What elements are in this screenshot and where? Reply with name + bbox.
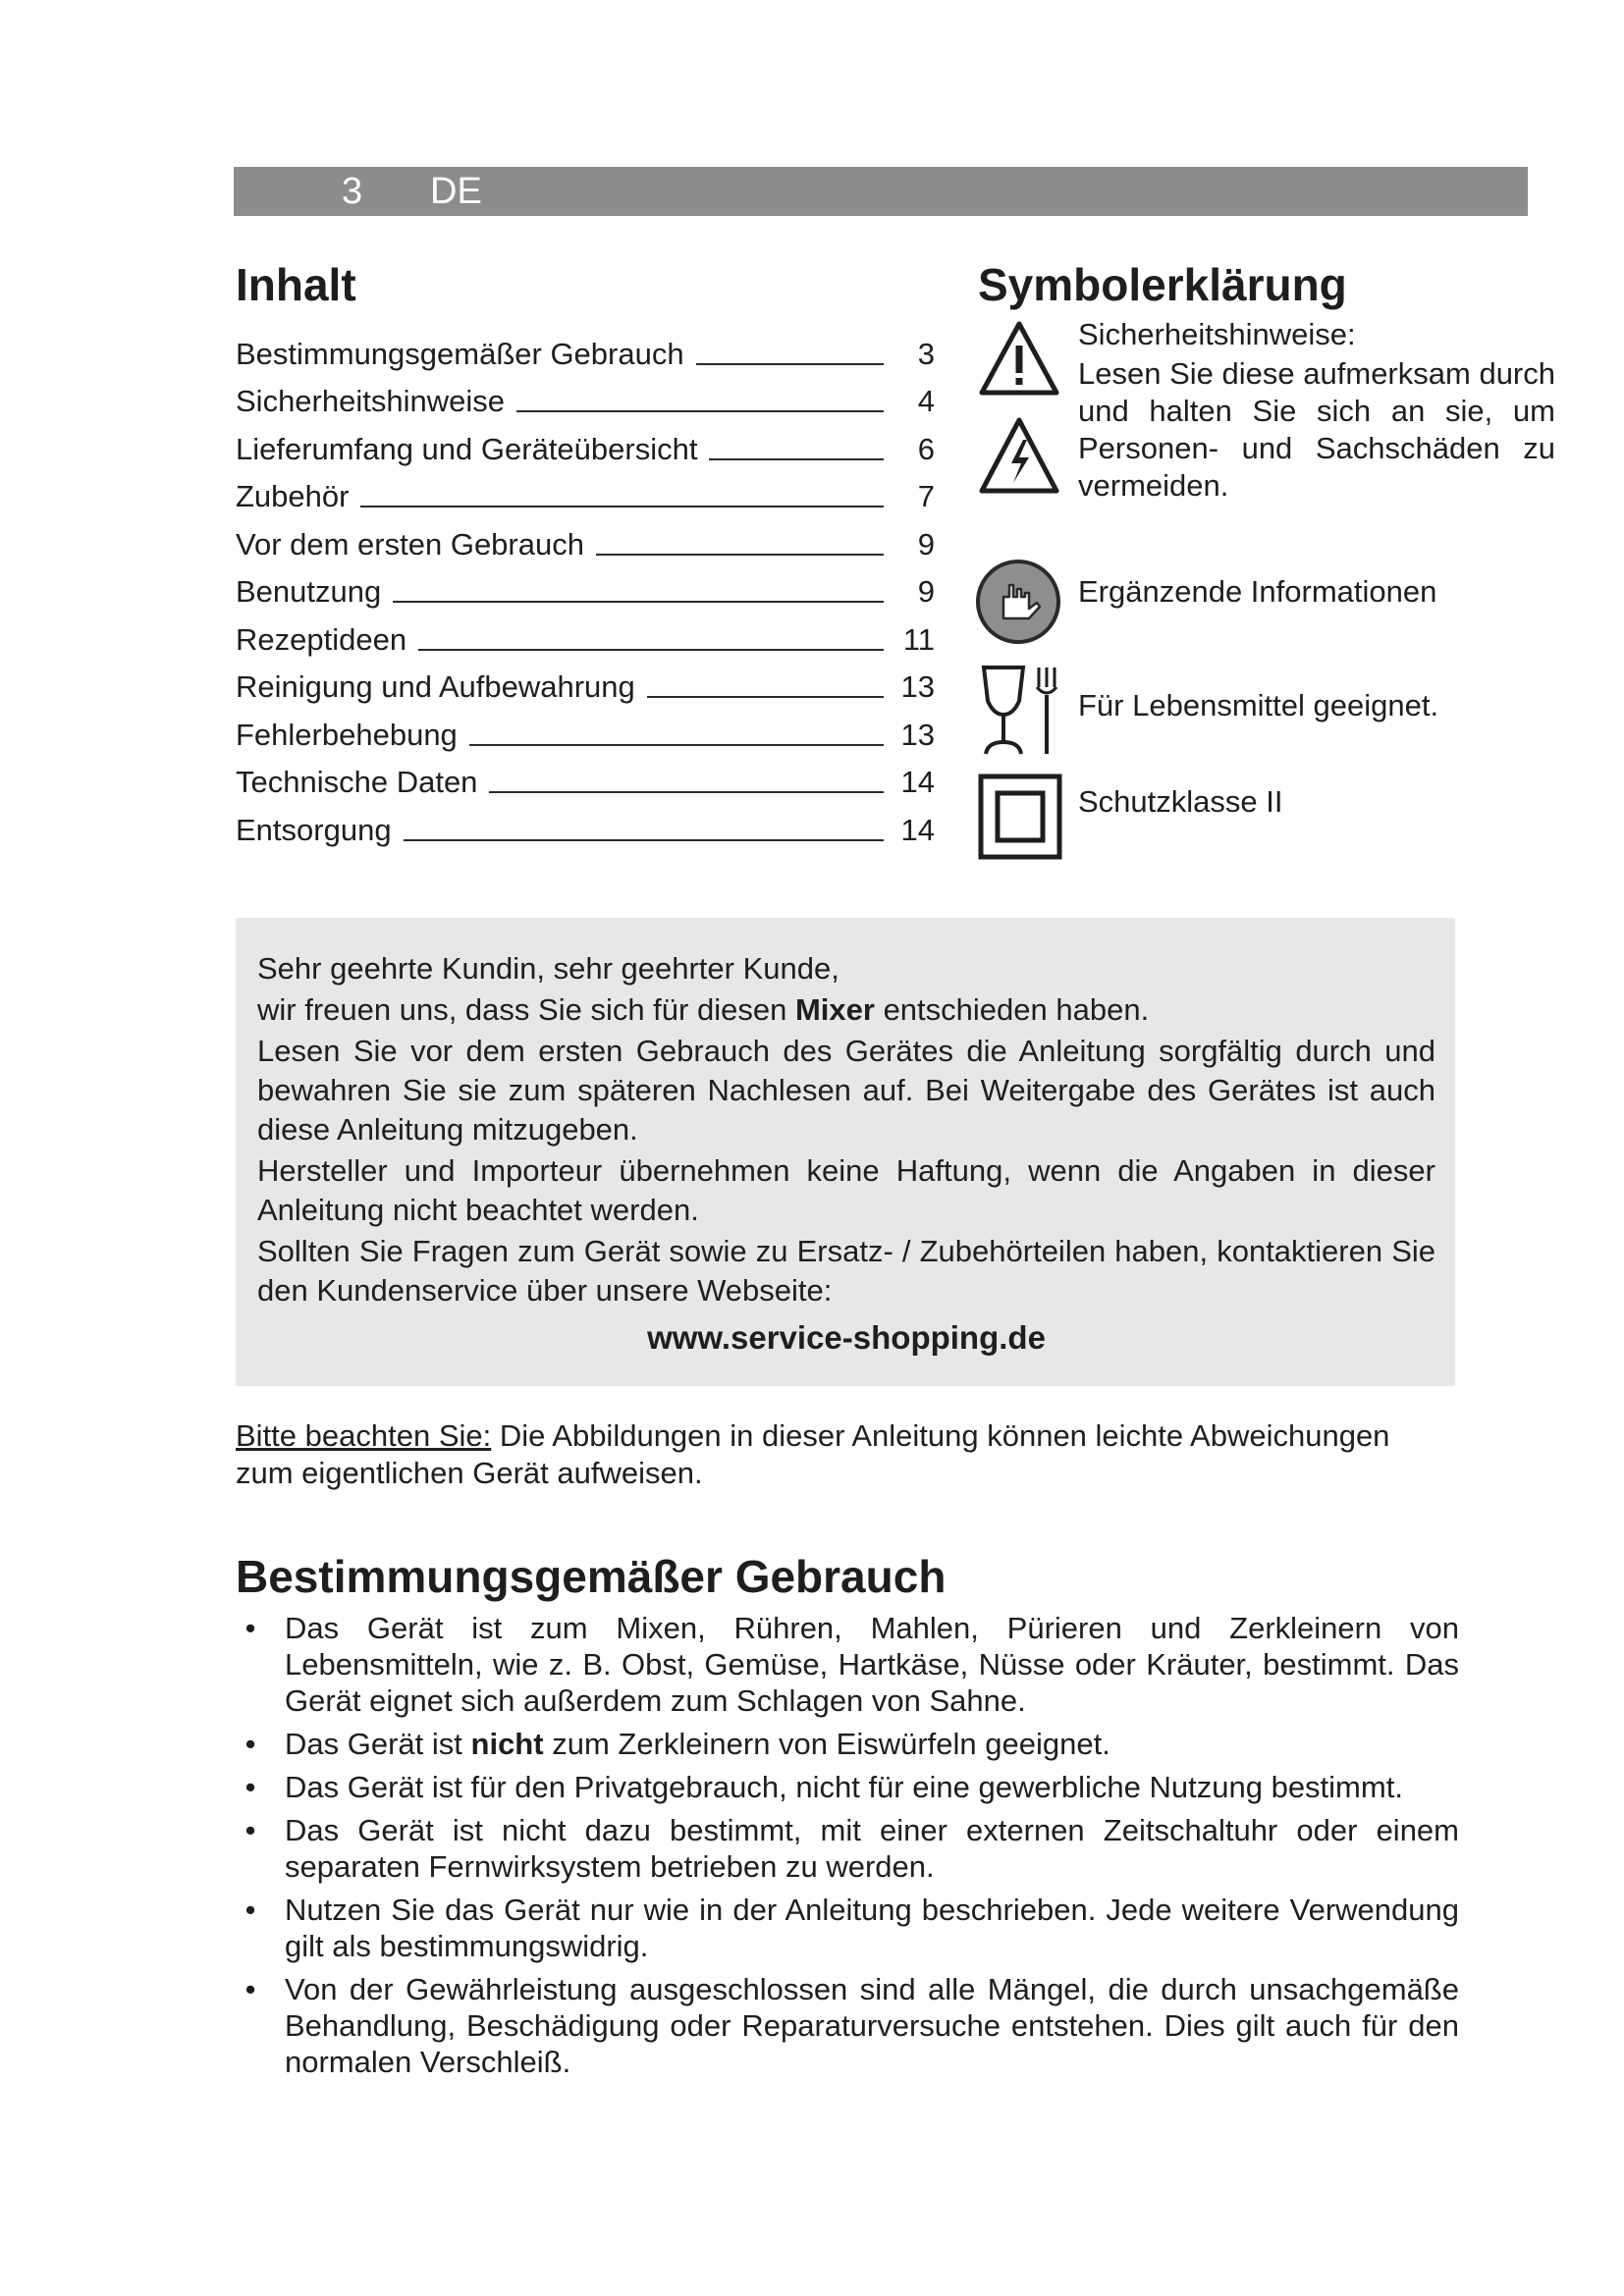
notice-questions: Sollten Sie Fragen zum Gerät sowie zu Ersatz- / Zubehörteilen haben, kontaktieren Sie den Kundenservice über unsere Webseite:: [257, 1234, 1435, 1308]
notice-liability: Hersteller und Importeur übernehmen keine Haftung, wenn die Angaben in dieser Anleitung nicht beachtet werden.: [257, 1153, 1435, 1227]
note-label: Bitte beachten Sie:: [236, 1418, 492, 1453]
toc-item[interactable]: [236, 324, 935, 372]
list-item-text: Von der Gewährleistung ausgeschlossen sind alle Mängel, die durch unsachgemäße Behandlung, Beschädigung oder Reparaturversuche entstehen. Dies gilt auch für den normalen Verschleiß.: [285, 1972, 1459, 2079]
list-item: [236, 1971, 1459, 2080]
notice-product-name: Mixer: [794, 992, 875, 1027]
page-number: 3: [342, 171, 363, 212]
electric-shock-warning-icon: [978, 416, 1060, 495]
list-item-text: Das Gerät ist für den Privatgebrauch, nicht für eine gewerbliche Nutzung bestimmt.: [285, 1770, 1403, 1804]
customer-notice-box: [236, 918, 1455, 1386]
toc-item-page: 4: [917, 384, 935, 418]
list-item-text: Das Gerät ist zum Mixen, Rühren, Mahlen, Pürieren und Zerkleinern von Lebensmitteln, wie z. B. Obst, Gemüse, Hartkäse, Nüsse oder Kräuter, bestimmt. Das Gerät eignet sich außerdem zum Schlagen von Sahne.: [285, 1611, 1459, 1718]
toc-leader-line: [360, 506, 884, 507]
toc-leader-line: [516, 410, 884, 412]
list-item: [236, 1610, 1459, 1719]
toc-leader-line: [489, 791, 884, 793]
toc-item-label: Fehlerbehebung: [236, 717, 458, 752]
toc-item-page: 14: [900, 765, 935, 799]
toc-item-page: 9: [917, 574, 935, 609]
toc-item-page: 7: [917, 479, 935, 513]
toc-item-label: Zubehör: [236, 479, 350, 513]
list-item-text: Das Gerät ist nicht dazu bestimmt, mit einer externen Zeitschaltuhr oder einem separaten Fernwirksystem betrieben zu werden.: [285, 1813, 1459, 1884]
illustration-note: [236, 1417, 1453, 1492]
toc-item[interactable]: [236, 562, 935, 611]
toc-item[interactable]: [236, 800, 935, 848]
bullet-marker: •: [244, 1611, 256, 1645]
toc-item-label: Reinigung und Aufbewahrung: [236, 669, 635, 704]
toc-item-label: Bestimmungsgemäßer Gebrauch: [236, 336, 684, 371]
safety-heading: Sicherheitshinweise:: [1078, 317, 1356, 351]
hand-info-icon: [974, 558, 1062, 646]
language-code: DE: [430, 171, 482, 212]
toc-leader-line: [696, 363, 884, 365]
list-item: [236, 1726, 1459, 1762]
list-item-text: Das Gerät ist: [285, 1727, 462, 1761]
toc-item[interactable]: [236, 372, 935, 420]
toc-item-page: 6: [917, 431, 935, 466]
notice-intro: [257, 990, 1435, 1030]
intended-use-title: Bestimmungsgemäßer Gebrauch: [236, 1551, 947, 1602]
toc-item[interactable]: [236, 419, 935, 467]
toc-item-page: 9: [917, 526, 935, 561]
toc-item-label: Rezeptideen: [236, 621, 407, 657]
toc-item-page: 14: [900, 812, 935, 847]
toc-leader-line: [404, 839, 884, 841]
table-of-contents: [236, 324, 935, 848]
toc-item-page: 3: [917, 336, 935, 371]
food-safe-icon: [978, 664, 1062, 758]
toc-item[interactable]: [236, 705, 935, 753]
safety-description: Lesen Sie diese aufmerksam durch und halten Sie sich an sie, um Personen- und Sachschäden zu vermeiden.: [1078, 356, 1555, 503]
intended-use-list: [236, 1610, 1459, 2087]
list-item: [236, 1769, 1459, 1805]
notice-read-instructions: Lesen Sie vor dem ersten Gebrauch des Gerätes die Anleitung sorgfältig durch und bewahren Sie sie zum späteren Nachlesen auf. Bei Weitergabe des Gerätes ist auch diese Anleitung mitzugeben.: [257, 1034, 1435, 1147]
list-item: [236, 1812, 1459, 1885]
toc-item[interactable]: [236, 658, 935, 706]
bullet-marker: •: [244, 1727, 256, 1761]
toc-leader-line: [647, 696, 884, 698]
toc-item-page: 13: [900, 669, 935, 704]
toc-item-label: Entsorgung: [236, 812, 392, 847]
protection-class-ii-icon: [978, 774, 1062, 860]
notice-greeting: Sehr geehrte Kundin, sehr geehrter Kunde,: [257, 951, 839, 986]
toc-leader-line: [596, 554, 884, 556]
toc-item-label: Vor dem ersten Gebrauch: [236, 526, 584, 561]
bullet-marker: •: [244, 1813, 256, 1847]
bullet-marker: •: [244, 1770, 256, 1804]
bullet-marker: •: [244, 1972, 256, 2006]
toc-item[interactable]: [236, 514, 935, 562]
toc-item-page: 13: [900, 717, 935, 752]
notice-intro-end: entschieden haben.: [883, 992, 1150, 1027]
toc-item-label: Lieferumfang und Geräteübersicht: [236, 431, 698, 466]
list-item-emphasis: nicht: [470, 1727, 544, 1761]
toc-leader-line: [418, 649, 884, 651]
toc-item-label: Sicherheitshinweise: [236, 384, 505, 418]
toc-item[interactable]: [236, 467, 935, 515]
toc-item-page: 11: [902, 621, 935, 657]
toc-item-label: Benutzung: [236, 574, 382, 609]
list-item-text: Nutzen Sie das Gerät nur wie in der Anleitung beschrieben. Jede weitere Verwendung gilt als bestimmungswidrig.: [285, 1893, 1459, 1963]
page-header-bar: [234, 167, 1528, 216]
toc-title: Inhalt: [236, 259, 356, 310]
toc-leader-line: [709, 458, 884, 460]
toc-item-label: Technische Daten: [236, 765, 478, 799]
list-item-text-end: zum Zerkleinern von Eiswürfeln geeignet.: [552, 1727, 1110, 1761]
bullet-marker: •: [244, 1893, 256, 1927]
protection-class-label: Schutzklasse II: [1078, 784, 1283, 819]
notice-intro-text: wir freuen uns, dass Sie sich für diesen: [257, 992, 787, 1027]
toc-item[interactable]: [236, 753, 935, 801]
toc-leader-line: [393, 601, 884, 603]
list-item: [236, 1892, 1459, 1964]
toc-leader-line: [469, 744, 884, 746]
warning-triangle-icon: [978, 320, 1060, 397]
toc-item[interactable]: [236, 610, 935, 658]
service-url-link[interactable]: www.service-shopping.de: [647, 1319, 1046, 1356]
note-text: Die Abbildungen in dieser Anleitung können leichte Abweichungen zum eigentlichen Gerät aufweisen.: [236, 1418, 1390, 1490]
food-symbol-label: Für Lebensmittel geeignet.: [1078, 688, 1439, 722]
symbols-title: Symbolerklärung: [978, 259, 1347, 310]
info-symbol-label: Ergänzende Informationen: [1078, 574, 1437, 609]
